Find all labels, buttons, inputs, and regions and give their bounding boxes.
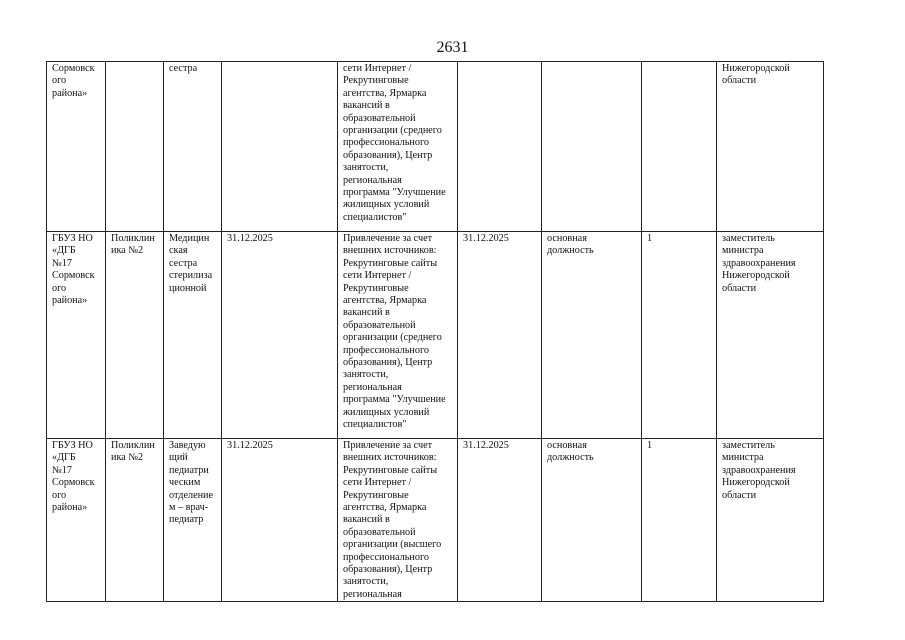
sources-cell: сети Интернет / Рекрутинговые агентства, Ярмарка вакансий в образовательной организации (среднего профессионального образования), Центр занятости, региональная программа "Улучшение жилищных условий специалистов"	[338, 62, 458, 232]
position-cell: Медицин ская сестра стерилиза ционной	[164, 232, 222, 439]
date-start-cell	[222, 62, 338, 232]
department-cell: Поликлин ика №2	[106, 232, 164, 439]
position-cell: Заведую щий педиатри ческим отделение м – врач- педиатр	[164, 439, 222, 602]
responsible-cell: заместитель министра здравоохранения Нижегородской области	[717, 232, 824, 439]
count-cell: 1	[642, 439, 717, 602]
date-end-cell: 31.12.2025	[458, 232, 542, 439]
table-row	[47, 439, 824, 602]
position-cell: сестра	[164, 62, 222, 232]
sources-cell: Привлечение за счет внешних источников: Рекрутинговые сайты сети Интернет / Рекрутинговые агентства, Ярмарка вакансий в образовательной организации (высшего профессионального образования), Центр занятости, региональная	[338, 439, 458, 602]
organization-cell: Сормовск ого района»	[47, 62, 106, 232]
responsible-cell: заместитель министра здравоохранения Нижегородской области	[717, 439, 824, 602]
count-cell: 1	[642, 232, 717, 439]
count-cell	[642, 62, 717, 232]
employment-type-cell	[542, 62, 642, 232]
responsible-cell: Нижегородской области	[717, 62, 824, 232]
date-start-cell: 31.12.2025	[222, 232, 338, 439]
department-cell	[106, 62, 164, 232]
employment-type-cell: основная должность	[542, 232, 642, 439]
sources-cell: Привлечение за счет внешних источников: Рекрутинговые сайты сети Интернет / Рекрутинговые агентства, Ярмарка вакансий в образовательной организации (среднего профессионального образования), Центр занятости, региональная программа "Улучшение жилищных условий специалистов"	[338, 232, 458, 439]
table-row	[47, 232, 824, 439]
employment-type-cell: основная должность	[542, 439, 642, 602]
department-cell: Поликлин ика №2	[106, 439, 164, 602]
table-row	[47, 62, 824, 232]
page-number: 2631	[436, 39, 469, 56]
vacancy-table	[46, 61, 824, 602]
organization-cell: ГБУЗ НО «ДГБ №17 Сормовск ого района»	[47, 439, 106, 602]
date-start-cell: 31.12.2025	[222, 439, 338, 602]
organization-cell: ГБУЗ НО «ДГБ №17 Сормовск ого района»	[47, 232, 106, 439]
date-end-cell	[458, 62, 542, 232]
date-end-cell: 31.12.2025	[458, 439, 542, 602]
